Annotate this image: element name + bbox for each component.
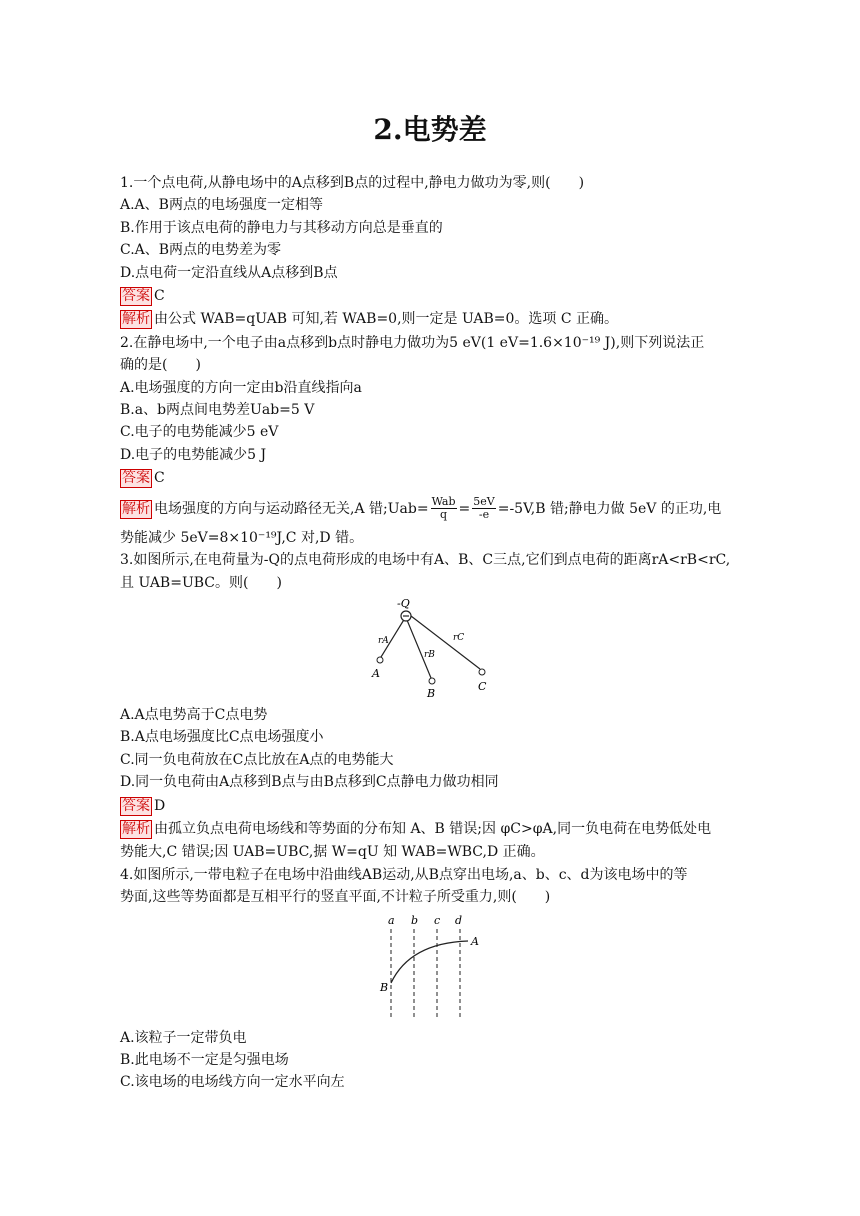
q2-option-d: D.电子的电势能减少5 J: [120, 446, 267, 463]
q3-explain-line2: 势能大,C 错误;因 UAB=UBC,据 W=qU 知 WAB=WBC,D 正确。: [120, 844, 545, 861]
document-body: [120, 172, 740, 1094]
q2-explain-part-a: 电场强度的方向与运动路径无关,A 错;Uab=: [154, 500, 429, 517]
q3-answer-row: [120, 795, 740, 817]
label-a: A: [372, 666, 380, 680]
q4-stem-line1: 4.如图所示,一带电粒子在电场中沿曲线AB运动,从B点穿出电场,a、b、c、d为该电场中的等: [120, 866, 688, 883]
q1-answer-row: [120, 285, 740, 307]
particle-trajectory: [391, 941, 468, 983]
q3-option-d: D.同一负电荷由A点移到B点与由B点移到C点静电力做功相同: [120, 774, 499, 791]
fraction-5ev-over-e: [472, 496, 495, 521]
line-rc: [411, 616, 480, 669]
fraction-numerator: Wab: [431, 495, 456, 509]
q2-explain-line2: 势能减少 5eV=8×10⁻¹⁹J,C 对,D 错。: [120, 529, 364, 546]
fraction-wab-over-q: [431, 496, 457, 521]
q1-option-a: A.A、B两点的电场强度一定相等: [120, 197, 323, 214]
q3-explain-row: [120, 818, 740, 840]
q3-answer: D: [154, 797, 166, 814]
charge-label: -Q: [397, 597, 410, 610]
fraction-numerator: 5eV: [473, 495, 495, 509]
q3-option-b: B.A点电场强度比C点电场强度小: [120, 729, 324, 746]
q3-option-c: C.同一负电荷放在C点比放在A点的电势能大: [120, 751, 394, 768]
q4-option-b: B.此电场不一定是匀强电场: [120, 1051, 289, 1068]
q2-stem-line2: 确的是( ): [120, 357, 201, 374]
label-b-plane: b: [411, 913, 419, 927]
explain-tag: 解析: [122, 311, 150, 328]
q3-stem-line1: 3.如图所示,在电荷量为-Q的点电荷形成的电场中有A、B、C三点,它们到点电荷的距离rA<rB<rC,: [120, 552, 731, 569]
explain-tag: 解析: [122, 820, 150, 837]
q3-stem-line2: 且 UAB=UBC。则( ): [120, 574, 282, 591]
point-b: [429, 678, 435, 684]
label-point-a: A: [471, 934, 479, 948]
q1-stem: 1.一个点电荷,从静电场中的A点移到B点的过程中,静电力做功为零,则( ): [120, 175, 585, 191]
label-ra: rA: [378, 635, 389, 646]
page-title: 2.电势差: [373, 113, 487, 146]
q4-option-c: C.该电场的电场线方向一定水平向左: [120, 1074, 345, 1091]
q3-explain-line1: 由孤立负点电荷电场线和等势面的分布知 A、B 错误;因 φC>φA,同一负电荷在电势低处电: [154, 820, 712, 837]
q2-option-a: A.电场强度的方向一定由b沿直线指向a: [120, 379, 362, 396]
label-a-plane: a: [388, 913, 395, 927]
q2-explain-part-b: =-5V,B 错;静电力做 5eV 的正功,电: [497, 500, 722, 517]
q3-figure: [120, 598, 740, 698]
answer-tag: 答案: [122, 797, 150, 814]
label-rb: rB: [424, 649, 435, 660]
label-d-plane: d: [455, 913, 463, 927]
q1-option-b: B.作用于该点电荷的静电力与其移动方向总是垂直的: [120, 219, 443, 236]
fraction-denominator: q: [440, 508, 448, 522]
q1-answer: C: [154, 288, 165, 305]
q2-answer: C: [154, 470, 165, 487]
q1-option-c: C.A、B两点的电势差为零: [120, 242, 282, 259]
q2-option-c: C.电子的电势能减少5 eV: [120, 424, 279, 441]
explain-tag: 解析: [122, 500, 150, 517]
q3-option-a: A.A点电势高于C点电势: [120, 706, 268, 723]
label-b: B: [427, 686, 436, 698]
label-c-plane: c: [434, 913, 441, 927]
fraction-denominator: -e: [478, 508, 490, 522]
q4-figure: [120, 913, 740, 1021]
point-a: [377, 657, 383, 663]
answer-tag: 答案: [122, 288, 150, 305]
label-point-b: B: [380, 980, 389, 994]
equals-sign: =: [458, 500, 471, 517]
label-c: C: [478, 679, 487, 693]
q4-option-a: A.该粒子一定带负电: [120, 1029, 247, 1046]
q2-stem-line1: 2.在静电场中,一个电子由a点移到b点时静电力做功为5 eV(1 eV=1.6×10⁻¹⁹ J),则下列说法正: [120, 334, 705, 351]
q2-explain-row: [120, 491, 740, 527]
q1-explain: 由公式 WAB=qUAB 可知,若 WAB=0,则一定是 UAB=0。选项 C 正确。: [154, 311, 618, 328]
q1-explain-row: [120, 308, 740, 330]
q2-answer-row: [120, 467, 740, 489]
point-c: [479, 669, 485, 675]
q1-option-d: D.点电荷一定沿直线从A点移到B点: [120, 264, 338, 281]
label-rc: rC: [453, 632, 465, 643]
q4-stem-line2: 势面,这些等势面都是互相平行的竖直平面,不计粒子所受重力,则( ): [120, 889, 551, 906]
answer-tag: 答案: [122, 470, 150, 487]
q2-option-b: B.a、b两点间电势差Uab=5 V: [120, 402, 315, 419]
